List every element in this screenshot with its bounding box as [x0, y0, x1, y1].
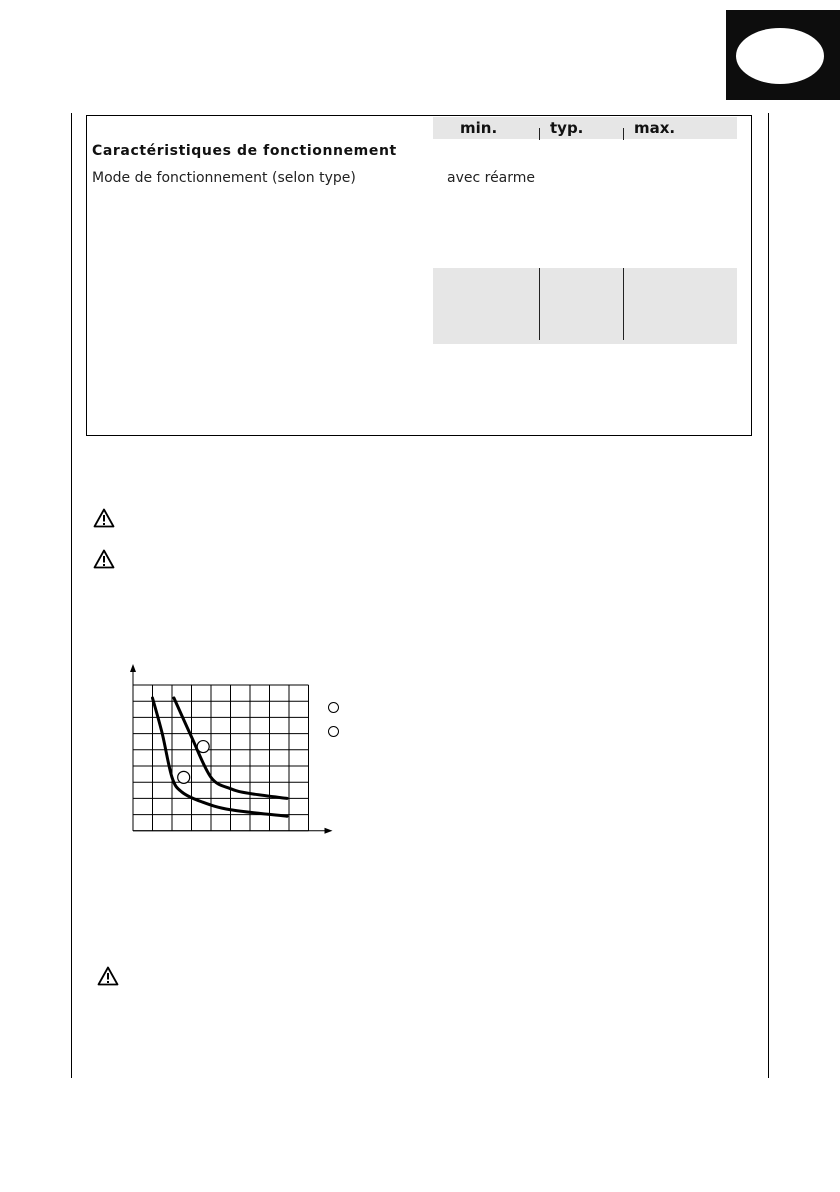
row-label-operating-mode: Mode de fonctionnement (selon type): [92, 170, 356, 186]
column-separator: [623, 128, 624, 140]
column-header-max: max.: [634, 119, 676, 137]
column-separator: [539, 128, 540, 140]
curve-marker-circle-1: [197, 741, 209, 753]
warning-triangle-icon: [93, 549, 115, 569]
characteristic-curve-chart: [115, 660, 335, 865]
y-axis-arrow: [130, 664, 136, 672]
language-tab: [726, 10, 840, 100]
column-header-typ: typ.: [550, 119, 584, 137]
legend-marker-1: [328, 702, 339, 713]
section-title: Caractéristiques de fonctionnement: [92, 143, 397, 159]
column-separator: [539, 268, 540, 340]
legend-marker-2: [328, 726, 339, 737]
chart-axes: [130, 664, 333, 834]
column-separator: [623, 268, 624, 340]
left-margin-line: [71, 113, 72, 1078]
curve-marker-circle-2: [178, 771, 190, 783]
column-header-min: min.: [460, 119, 498, 137]
warning-triangle-icon: [93, 508, 115, 528]
value-cell-shaded: [433, 268, 737, 344]
right-margin-line: [768, 113, 769, 1078]
warning-triangle-icon: [97, 966, 119, 986]
row-value-operating-mode: avec réarme: [447, 170, 536, 186]
x-axis-arrow: [325, 828, 333, 834]
chart-curve-markers: [178, 741, 210, 784]
language-badge-oval: [736, 28, 824, 84]
